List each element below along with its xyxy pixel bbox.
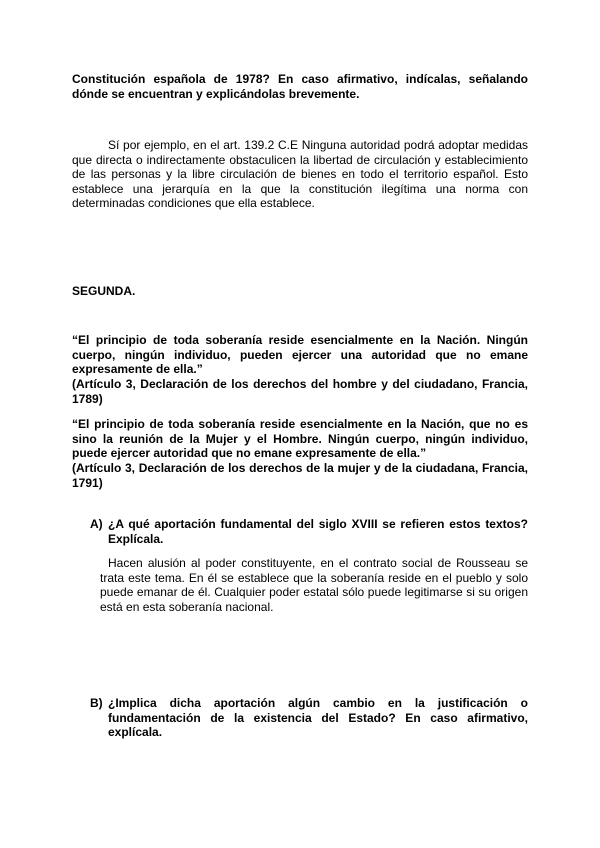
question-b-text: ¿Implica dicha aportación algún cambio en la justificación o fundamentación de la existencia del Estado? En caso afirmativo, explícala. (108, 696, 528, 739)
answer-1: Sí por ejemplo, en el art. 139.2 C.E Ninguna autoridad podrá adoptar medidas que directa o indirectamente obstaculicen la libertad de circulación y establecimiento de las personas y la libre circulación de bienes en todo el territorio español. Esto establece una jerarquía en la que la constitución ilegítima una norma con determinadas condiciones que ella establece. (72, 138, 528, 210)
quote-2-source: (Artículo 3, Declaración de los derechos de la mujer y de la ciudadana, Francia, 1791) (72, 461, 528, 490)
question-a-label: A) (90, 517, 103, 531)
quote-1-source: (Artículo 3, Declaración de los derechos del hombre y del ciudadano, Francia, 1789) (72, 377, 528, 406)
question-b-label: B) (90, 696, 103, 710)
question-a-text: ¿A qué aportación fundamental del siglo XVIII se refieren estos textos? Explícala. (108, 517, 528, 546)
quote-2: “El principio de toda soberanía reside esencialmente en la Nación, que no es sino la reunión de la Mujer y el Hombre. Ningún cuerpo, ningún individuo, puede ejercer autoridad que no emane expresamente de ella.” (72, 417, 528, 460)
section-2-title: SEGUNDA. (72, 284, 136, 298)
quote-1: “El principio de toda soberanía reside esencialmente en la Nación. Ningún cuerpo, ningún individuo, pueden ejercer una autoridad que no emane expresamente de ella.” (72, 333, 528, 376)
question-1-tail: Constitución española de 1978? En caso afirmativo, indícalas, señalando dónde se encuentran y explicándolas brevemente. (72, 72, 528, 101)
answer-a: Hacen alusión al poder constituyente, en el contrato social de Rousseau se trata este tema. En él se establece que la soberanía reside en el pueblo y solo puede emanar de él. Cualquier poder estatal sólo puede legitimarse si su origen está en esta soberanía nacional. (100, 556, 528, 614)
